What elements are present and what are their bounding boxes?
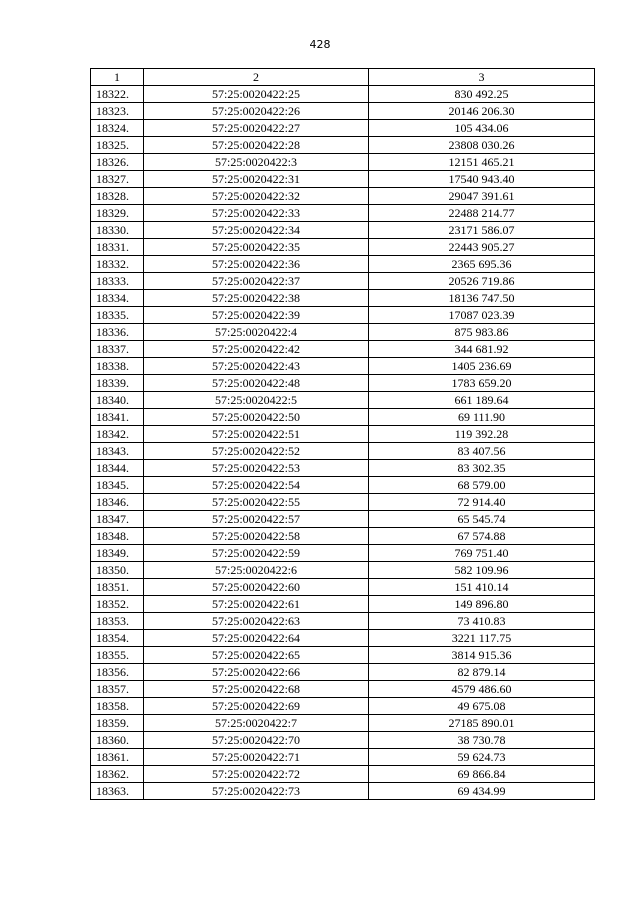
row-number-cell: 18342. <box>91 426 144 443</box>
value-cell: 344 681.92 <box>369 341 595 358</box>
row-number-cell: 18348. <box>91 528 144 545</box>
table-row <box>91 103 595 120</box>
value-cell: 23808 030.26 <box>369 137 595 154</box>
cadastral-number-cell: 57:25:0020422:55 <box>144 494 369 511</box>
table-row <box>91 375 595 392</box>
row-number-cell: 18327. <box>91 171 144 188</box>
value-cell: 82 879.14 <box>369 664 595 681</box>
value-cell: 20526 719.86 <box>369 273 595 290</box>
row-number-cell: 18363. <box>91 783 144 800</box>
table-row <box>91 545 595 562</box>
value-cell: 38 730.78 <box>369 732 595 749</box>
cadastral-number-cell: 57:25:0020422:42 <box>144 341 369 358</box>
cadastral-number-cell: 57:25:0020422:72 <box>144 766 369 783</box>
table-row <box>91 358 595 375</box>
row-number-cell: 18361. <box>91 749 144 766</box>
row-number-cell: 18324. <box>91 120 144 137</box>
cadastral-number-cell: 57:25:0020422:52 <box>144 443 369 460</box>
value-cell: 4579 486.60 <box>369 681 595 698</box>
row-number-cell: 18340. <box>91 392 144 409</box>
table-row <box>91 749 595 766</box>
header-cell-3: 3 <box>369 69 595 86</box>
cadastral-number-cell: 57:25:0020422:32 <box>144 188 369 205</box>
row-number-cell: 18330. <box>91 222 144 239</box>
value-cell: 3221 117.75 <box>369 630 595 647</box>
cadastral-number-cell: 57:25:0020422:37 <box>144 273 369 290</box>
row-number-cell: 18345. <box>91 477 144 494</box>
cadastral-number-cell: 57:25:0020422:43 <box>144 358 369 375</box>
cadastral-number-cell: 57:25:0020422:53 <box>144 460 369 477</box>
value-cell: 49 675.08 <box>369 698 595 715</box>
cadastral-number-cell: 57:25:0020422:31 <box>144 171 369 188</box>
table-row <box>91 630 595 647</box>
value-cell: 661 189.64 <box>369 392 595 409</box>
cadastral-number-cell: 57:25:0020422:68 <box>144 681 369 698</box>
table-row <box>91 783 595 800</box>
cadastral-number-cell: 57:25:0020422:50 <box>144 409 369 426</box>
value-cell: 582 109.96 <box>369 562 595 579</box>
row-number-cell: 18360. <box>91 732 144 749</box>
table-row <box>91 239 595 256</box>
cadastral-number-cell: 57:25:0020422:66 <box>144 664 369 681</box>
row-number-cell: 18350. <box>91 562 144 579</box>
table-row <box>91 562 595 579</box>
value-cell: 69 866.84 <box>369 766 595 783</box>
value-cell: 72 914.40 <box>369 494 595 511</box>
table-row <box>91 477 595 494</box>
table-row <box>91 732 595 749</box>
cadastral-number-cell: 57:25:0020422:38 <box>144 290 369 307</box>
value-cell: 22488 214.77 <box>369 205 595 222</box>
table-row <box>91 341 595 358</box>
cadastral-number-cell: 57:25:0020422:36 <box>144 256 369 273</box>
row-number-cell: 18333. <box>91 273 144 290</box>
value-cell: 23171 586.07 <box>369 222 595 239</box>
table-row <box>91 256 595 273</box>
row-number-cell: 18329. <box>91 205 144 222</box>
table-row <box>91 647 595 664</box>
value-cell: 59 624.73 <box>369 749 595 766</box>
table-row <box>91 222 595 239</box>
value-cell: 29047 391.61 <box>369 188 595 205</box>
row-number-cell: 18338. <box>91 358 144 375</box>
row-number-cell: 18349. <box>91 545 144 562</box>
row-number-cell: 18358. <box>91 698 144 715</box>
row-number-cell: 18343. <box>91 443 144 460</box>
table-row <box>91 443 595 460</box>
row-number-cell: 18335. <box>91 307 144 324</box>
cadastral-number-cell: 57:25:0020422:58 <box>144 528 369 545</box>
table-row <box>91 205 595 222</box>
cadastral-number-cell: 57:25:0020422:73 <box>144 783 369 800</box>
cadastral-number-cell: 57:25:0020422:28 <box>144 137 369 154</box>
table-row <box>91 528 595 545</box>
row-number-cell: 18355. <box>91 647 144 664</box>
table-row <box>91 511 595 528</box>
row-number-cell: 18344. <box>91 460 144 477</box>
row-number-cell: 18332. <box>91 256 144 273</box>
row-number-cell: 18323. <box>91 103 144 120</box>
cadastral-number-cell: 57:25:0020422:34 <box>144 222 369 239</box>
cadastral-number-cell: 57:25:0020422:63 <box>144 613 369 630</box>
row-number-cell: 18352. <box>91 596 144 613</box>
value-cell: 1783 659.20 <box>369 375 595 392</box>
row-number-cell: 18347. <box>91 511 144 528</box>
cadastral-number-cell: 57:25:0020422:69 <box>144 698 369 715</box>
cadastral-number-cell: 57:25:0020422:39 <box>144 307 369 324</box>
table-row <box>91 154 595 171</box>
row-number-cell: 18357. <box>91 681 144 698</box>
value-cell: 151 410.14 <box>369 579 595 596</box>
value-cell: 12151 465.21 <box>369 154 595 171</box>
cadastral-number-cell: 57:25:0020422:35 <box>144 239 369 256</box>
value-cell: 27185 890.01 <box>369 715 595 732</box>
cadastral-number-cell: 57:25:0020422:57 <box>144 511 369 528</box>
page-number: 428 <box>309 38 331 51</box>
value-cell: 105 434.06 <box>369 120 595 137</box>
cadastral-number-cell: 57:25:0020422:4 <box>144 324 369 341</box>
value-cell: 83 302.35 <box>369 460 595 477</box>
table-row <box>91 698 595 715</box>
table-row <box>91 409 595 426</box>
cadastral-number-cell: 57:25:0020422:26 <box>144 103 369 120</box>
table-row <box>91 273 595 290</box>
table-row <box>91 137 595 154</box>
value-cell: 20146 206.30 <box>369 103 595 120</box>
row-number-cell: 18354. <box>91 630 144 647</box>
cadastral-number-cell: 57:25:0020422:65 <box>144 647 369 664</box>
table-row <box>91 596 595 613</box>
value-cell: 769 751.40 <box>369 545 595 562</box>
table-row <box>91 715 595 732</box>
cadastral-number-cell: 57:25:0020422:27 <box>144 120 369 137</box>
cadastral-number-cell: 57:25:0020422:71 <box>144 749 369 766</box>
value-cell: 2365 695.36 <box>369 256 595 273</box>
value-cell: 69 111.90 <box>369 409 595 426</box>
table-row <box>91 579 595 596</box>
row-number-cell: 18325. <box>91 137 144 154</box>
table-row <box>91 171 595 188</box>
value-cell: 83 407.56 <box>369 443 595 460</box>
row-number-cell: 18328. <box>91 188 144 205</box>
row-number-cell: 18356. <box>91 664 144 681</box>
table-row <box>91 324 595 341</box>
value-cell: 17087 023.39 <box>369 307 595 324</box>
table-row <box>91 613 595 630</box>
value-cell: 22443 905.27 <box>369 239 595 256</box>
cadastral-number-cell: 57:25:0020422:6 <box>144 562 369 579</box>
cadastral-number-cell: 57:25:0020422:7 <box>144 715 369 732</box>
row-number-cell: 18337. <box>91 341 144 358</box>
cadastral-number-cell: 57:25:0020422:64 <box>144 630 369 647</box>
table-header-row <box>91 69 595 86</box>
header-cell-1: 1 <box>91 69 144 86</box>
cadastral-number-cell: 57:25:0020422:60 <box>144 579 369 596</box>
value-cell: 875 983.86 <box>369 324 595 341</box>
table-row <box>91 460 595 477</box>
table-row <box>91 766 595 783</box>
row-number-cell: 18336. <box>91 324 144 341</box>
value-cell: 68 579.00 <box>369 477 595 494</box>
cadastral-number-cell: 57:25:0020422:3 <box>144 154 369 171</box>
row-number-cell: 18331. <box>91 239 144 256</box>
row-number-cell: 18362. <box>91 766 144 783</box>
table-row <box>91 120 595 137</box>
row-number-cell: 18351. <box>91 579 144 596</box>
value-cell: 73 410.83 <box>369 613 595 630</box>
value-cell: 119 392.28 <box>369 426 595 443</box>
row-number-cell: 18322. <box>91 86 144 103</box>
table-row <box>91 392 595 409</box>
value-cell: 1405 236.69 <box>369 358 595 375</box>
cadastral-number-cell: 57:25:0020422:33 <box>144 205 369 222</box>
row-number-cell: 18326. <box>91 154 144 171</box>
value-cell: 65 545.74 <box>369 511 595 528</box>
value-cell: 149 896.80 <box>369 596 595 613</box>
table-row <box>91 664 595 681</box>
row-number-cell: 18346. <box>91 494 144 511</box>
cadastral-number-cell: 57:25:0020422:59 <box>144 545 369 562</box>
row-number-cell: 18359. <box>91 715 144 732</box>
cadastral-number-cell: 57:25:0020422:61 <box>144 596 369 613</box>
table-row <box>91 681 595 698</box>
table-row <box>91 426 595 443</box>
cadastral-value-table <box>90 68 595 800</box>
value-cell: 830 492.25 <box>369 86 595 103</box>
cadastral-number-cell: 57:25:0020422:48 <box>144 375 369 392</box>
row-number-cell: 18353. <box>91 613 144 630</box>
table-row <box>91 307 595 324</box>
value-cell: 3814 915.36 <box>369 647 595 664</box>
table-row <box>91 86 595 103</box>
table-row <box>91 494 595 511</box>
cadastral-number-cell: 57:25:0020422:70 <box>144 732 369 749</box>
table-row <box>91 188 595 205</box>
value-cell: 17540 943.40 <box>369 171 595 188</box>
header-cell-2: 2 <box>144 69 369 86</box>
table-row <box>91 290 595 307</box>
row-number-cell: 18341. <box>91 409 144 426</box>
value-cell: 67 574.88 <box>369 528 595 545</box>
value-cell: 18136 747.50 <box>369 290 595 307</box>
cadastral-number-cell: 57:25:0020422:51 <box>144 426 369 443</box>
row-number-cell: 18334. <box>91 290 144 307</box>
cadastral-number-cell: 57:25:0020422:5 <box>144 392 369 409</box>
value-cell: 69 434.99 <box>369 783 595 800</box>
table-body <box>91 69 595 800</box>
cadastral-number-cell: 57:25:0020422:54 <box>144 477 369 494</box>
row-number-cell: 18339. <box>91 375 144 392</box>
cadastral-number-cell: 57:25:0020422:25 <box>144 86 369 103</box>
